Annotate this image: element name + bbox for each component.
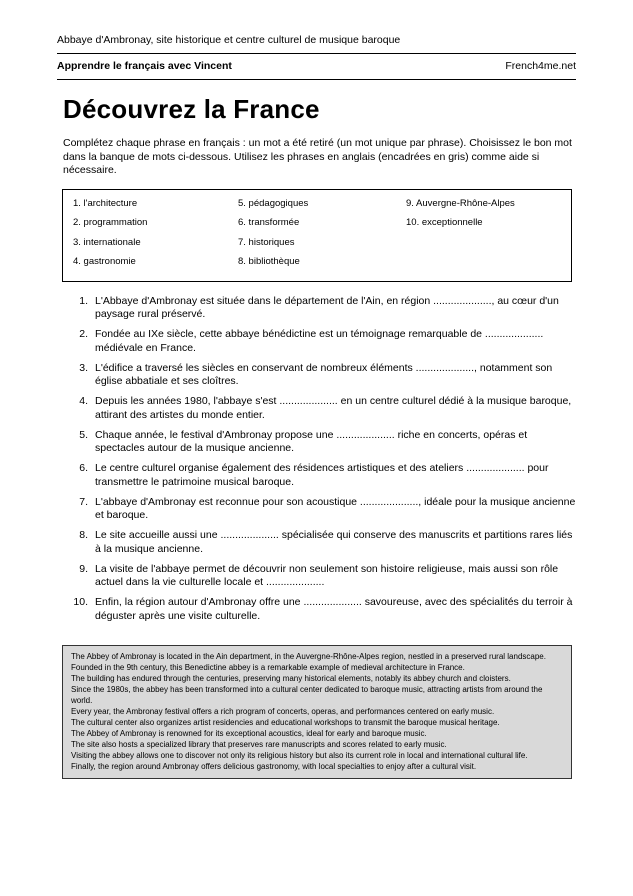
exercise-sentence: L'abbaye d'Ambronay est reconnue pour son acoustique ...................., idéale pour la musique ancienne et baroque.: [95, 495, 576, 521]
exercise-number: 8.: [79, 529, 88, 541]
exercise-number: 4.: [79, 395, 88, 407]
word-bank-box: [62, 189, 572, 282]
english-help-box: [62, 645, 572, 779]
english-sentence: Finally, the region around Ambronay offers delicious gastronomy, with local specialties to enjoy after a cultural visit.: [71, 762, 477, 771]
english-sentence: Visiting the abbey allows one to discover not only its religious history but also its current role in local and international cultural life.: [71, 751, 528, 760]
exercise-number: 3.: [79, 361, 88, 374]
word-bank-item: 7. historiques: [238, 236, 295, 248]
exercise-sentence: La visite de l'abbaye permet de découvrir non seulement son histoire religieuse, mais aussi son rôle actuel dans la vie culturelle locale et ....................: [95, 562, 559, 588]
word-bank-item: 8. bibliothèque: [238, 256, 300, 267]
word-bank-column-3: [406, 198, 571, 276]
brand-bar: [57, 54, 576, 80]
exercise-number: 5.: [79, 428, 88, 441]
word-bank-item: 5. pédagogiques: [238, 197, 309, 209]
exercise-item: [71, 295, 576, 322]
english-sentence: The cultural center also organizes artist residencies and educational workshops to transmit the baroque musical heritage.: [71, 718, 500, 727]
exercise-sentence: L'Abbaye d'Ambronay est située dans le département de l'Ain, en région ...................., au cœur d'un paysage rural préservé.: [95, 294, 559, 320]
exercise-item: [71, 596, 576, 623]
brand-website: French4me.net: [505, 60, 576, 72]
word-bank-item: 4. gastronomie: [73, 256, 136, 267]
exercise-number: 9.: [79, 562, 88, 575]
exercise-sentence: Fondée au IXe siècle, cette abbaye bénédictine est un témoignage remarquable de .................... médiévale en France.: [95, 328, 544, 354]
page-title: Découvrez la France: [63, 94, 320, 124]
word-bank-column-2: [238, 198, 406, 276]
exercise-item: [71, 328, 576, 355]
exercise-item: [71, 395, 576, 422]
exercise-number: 2.: [79, 328, 88, 340]
word-bank-item: 3. internationale: [73, 236, 141, 248]
exercise-sentence: Enfin, la région autour d'Ambronay offre une .................... savoureuse, avec des spécialités du terroir à déguster après une visite culturelle.: [95, 596, 573, 622]
english-sentence: The Abbey of Ambronay is renowned for its exceptional acoustics, ideal for early and baroque music.: [71, 729, 427, 738]
english-sentence: Since the 1980s, the abbey has been transformed into a cultural center dedicated to baroque music, attracting artists from around the world.: [71, 685, 543, 705]
word-bank-item: 9. Auvergne-Rhône-Alpes: [406, 197, 515, 209]
exercise-list: [71, 295, 576, 624]
instructions-text: Complétez chaque phrase en français : un mot a été retiré (un mot unique par phrase). Choisissez le bon mot dans la banque de mots ci-dessous. Utilisez les phrases en anglais (encadrées en gris) comme aide si nécessaire.: [63, 137, 572, 176]
exercise-number: 1.: [79, 294, 88, 307]
english-sentence: Every year, the Ambronay festival offers a rich program of concerts, operas, and performances centered on early music.: [71, 707, 495, 716]
exercise-sentence: Le site accueille aussi une .................... spécialisée qui conserve des manuscrits et partitions rares liés à la musique ancienne.: [95, 529, 573, 555]
word-bank-item: 2. programmation: [73, 217, 148, 228]
exercise-item: [71, 496, 576, 523]
exercise-item: [71, 429, 576, 456]
site-header-line: Abbaye d'Ambronay, site historique et centre culturel de musique baroque: [57, 34, 576, 54]
word-bank-column-1: [73, 198, 238, 276]
exercise-item: [71, 362, 576, 389]
exercise-item: [71, 462, 576, 489]
exercise-sentence: Le centre culturel organise également des résidences artistiques et des ateliers .................... pour transmettre le patrimoine musical baroque.: [95, 462, 549, 488]
english-sentence: The Abbey of Ambronay is located in the Ain department, in the Auvergne-Rhône-Alpes region, nestled in a preserved rural landscape.: [71, 652, 546, 661]
brand-name: Apprendre le français avec Vincent: [57, 60, 232, 72]
english-sentence: The site also hosts a specialized library that preserves rare manuscripts and scores related to early music.: [71, 740, 447, 749]
exercise-number: 10.: [73, 596, 88, 608]
english-sentence: Founded in the 9th century, this Benedictine abbey is a remarkable example of medieval architecture in France.: [71, 663, 465, 672]
exercise-number: 7.: [79, 495, 88, 508]
exercise-sentence: Chaque année, le festival d'Ambronay propose une .................... riche en concerts, opéras et spectacles autour de la musique ancienne.: [95, 428, 528, 454]
exercise-number: 6.: [79, 462, 88, 474]
word-bank-item: 6. transformée: [238, 217, 300, 228]
word-bank-item: 1. l'architecture: [73, 197, 138, 209]
english-sentence: The building has endured through the centuries, preserving many historical elements, notably its abbey church and cloisters.: [71, 674, 511, 683]
exercise-sentence: Depuis les années 1980, l'abbaye s'est .................... en un centre culturel dédié à la musique baroque, attirant des artistes du monde entier.: [95, 395, 572, 421]
exercise-item: [71, 563, 576, 590]
exercise-item: [71, 529, 576, 556]
word-bank-item: 10. exceptionnelle: [406, 217, 483, 228]
exercise-sentence: L'édifice a traversé les siècles en conservant de nombreux éléments ...................., notamment son église abbatiale et ses cloîtres.: [95, 361, 553, 387]
